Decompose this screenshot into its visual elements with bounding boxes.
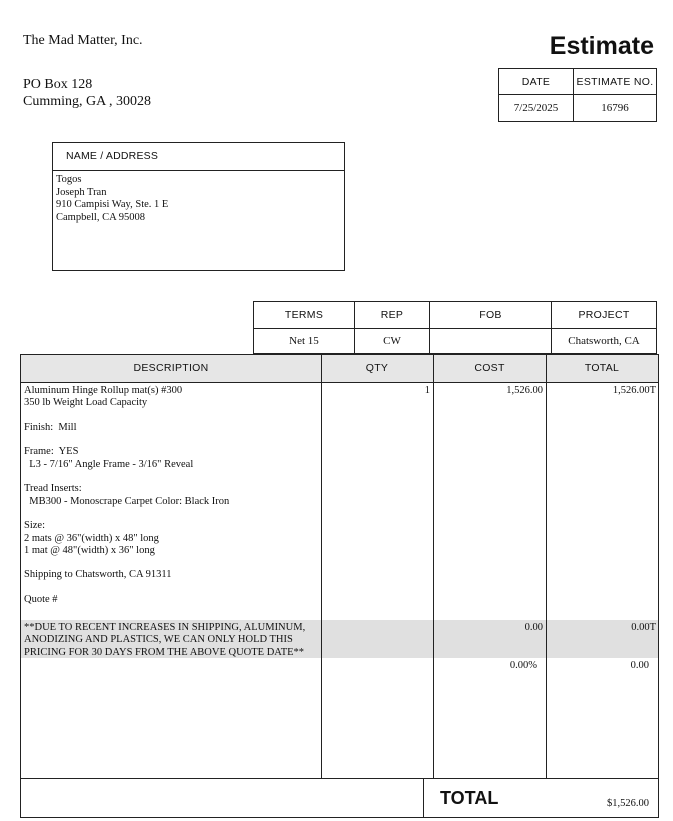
item-1-cost: 1,526.00 <box>506 385 543 396</box>
address-street: 910 Campisi Way, Ste. 1 E <box>56 199 169 210</box>
total-value: $1,526.00 <box>607 798 649 809</box>
column-divider <box>433 355 434 778</box>
name-address-box <box>52 142 345 271</box>
estimate-number-value: 16796 <box>574 95 657 122</box>
project-label: PROJECT <box>552 302 657 329</box>
item-3-cost: 0.00% <box>509 660 537 671</box>
estimate-meta-table <box>498 68 657 122</box>
address-line-1: PO Box 128 <box>23 77 93 92</box>
company-name: The Mad Matter, Inc. <box>23 33 143 48</box>
item-1-total: 1,526.00T <box>612 385 656 396</box>
column-divider <box>321 355 322 778</box>
item-2-description: **DUE TO RECENT INCREASES IN SHIPPING, ALUMINUM, ANODIZING AND PLASTICS, WE CAN ONLY HOLD THIS PRICING FOR 30 DAYS FROM THE ABOVE QUOTE DATE** <box>24 622 306 658</box>
terms-label: TERMS <box>254 302 355 329</box>
cost-header: COST <box>433 355 546 383</box>
document-title: Estimate <box>549 32 654 60</box>
estimate-number-label: ESTIMATE NO. <box>574 69 657 95</box>
project-value: Chatsworth, CA <box>552 329 657 354</box>
rep-value: CW <box>355 329 430 354</box>
company-address <box>23 76 151 110</box>
item-1-description: Aluminum Hinge Rollup mat(s) #300 350 lb Weight Load Capacity Finish: Mill Frame: YES L3 - 7/16" Angle Frame - 3/16" Reveal Tread Inserts: MB300 - Monoscrape Carpet Color: Black Iron Size: 2 mats @ 36"(width) x 48" long 1 mat @ 48"(width) x 36" long Shipping to Chatsworth, CA 91311 Quote # <box>24 385 230 606</box>
total-divider <box>423 778 424 817</box>
name-address-label: NAME / ADDRESS <box>53 143 344 171</box>
column-divider <box>546 355 547 778</box>
line-items-table <box>20 354 659 818</box>
item-2-cost: 0.00 <box>524 622 543 633</box>
fob-value <box>430 329 552 354</box>
fob-label: FOB <box>430 302 552 329</box>
total-header: TOTAL <box>546 355 658 383</box>
address-city: Campbell, CA 95008 <box>56 211 145 223</box>
qty-header: QTY <box>321 355 433 383</box>
date-label: DATE <box>499 69 574 95</box>
item-2-total: 0.00T <box>631 622 656 633</box>
rep-label: REP <box>355 302 430 329</box>
address-customer: Togos <box>56 174 82 185</box>
item-3-total: 0.00 <box>630 660 649 671</box>
total-label: TOTAL <box>440 788 499 808</box>
date-value: 7/25/2025 <box>499 95 574 122</box>
terms-table <box>253 301 657 354</box>
address-line-2: Cumming, GA , 30028 <box>23 94 151 109</box>
total-row-divider <box>21 778 658 779</box>
address-contact: Joseph Tran <box>56 186 107 198</box>
terms-value: Net 15 <box>254 329 355 354</box>
item-1-qty: 1 <box>424 385 430 396</box>
description-header: DESCRIPTION <box>21 355 321 383</box>
